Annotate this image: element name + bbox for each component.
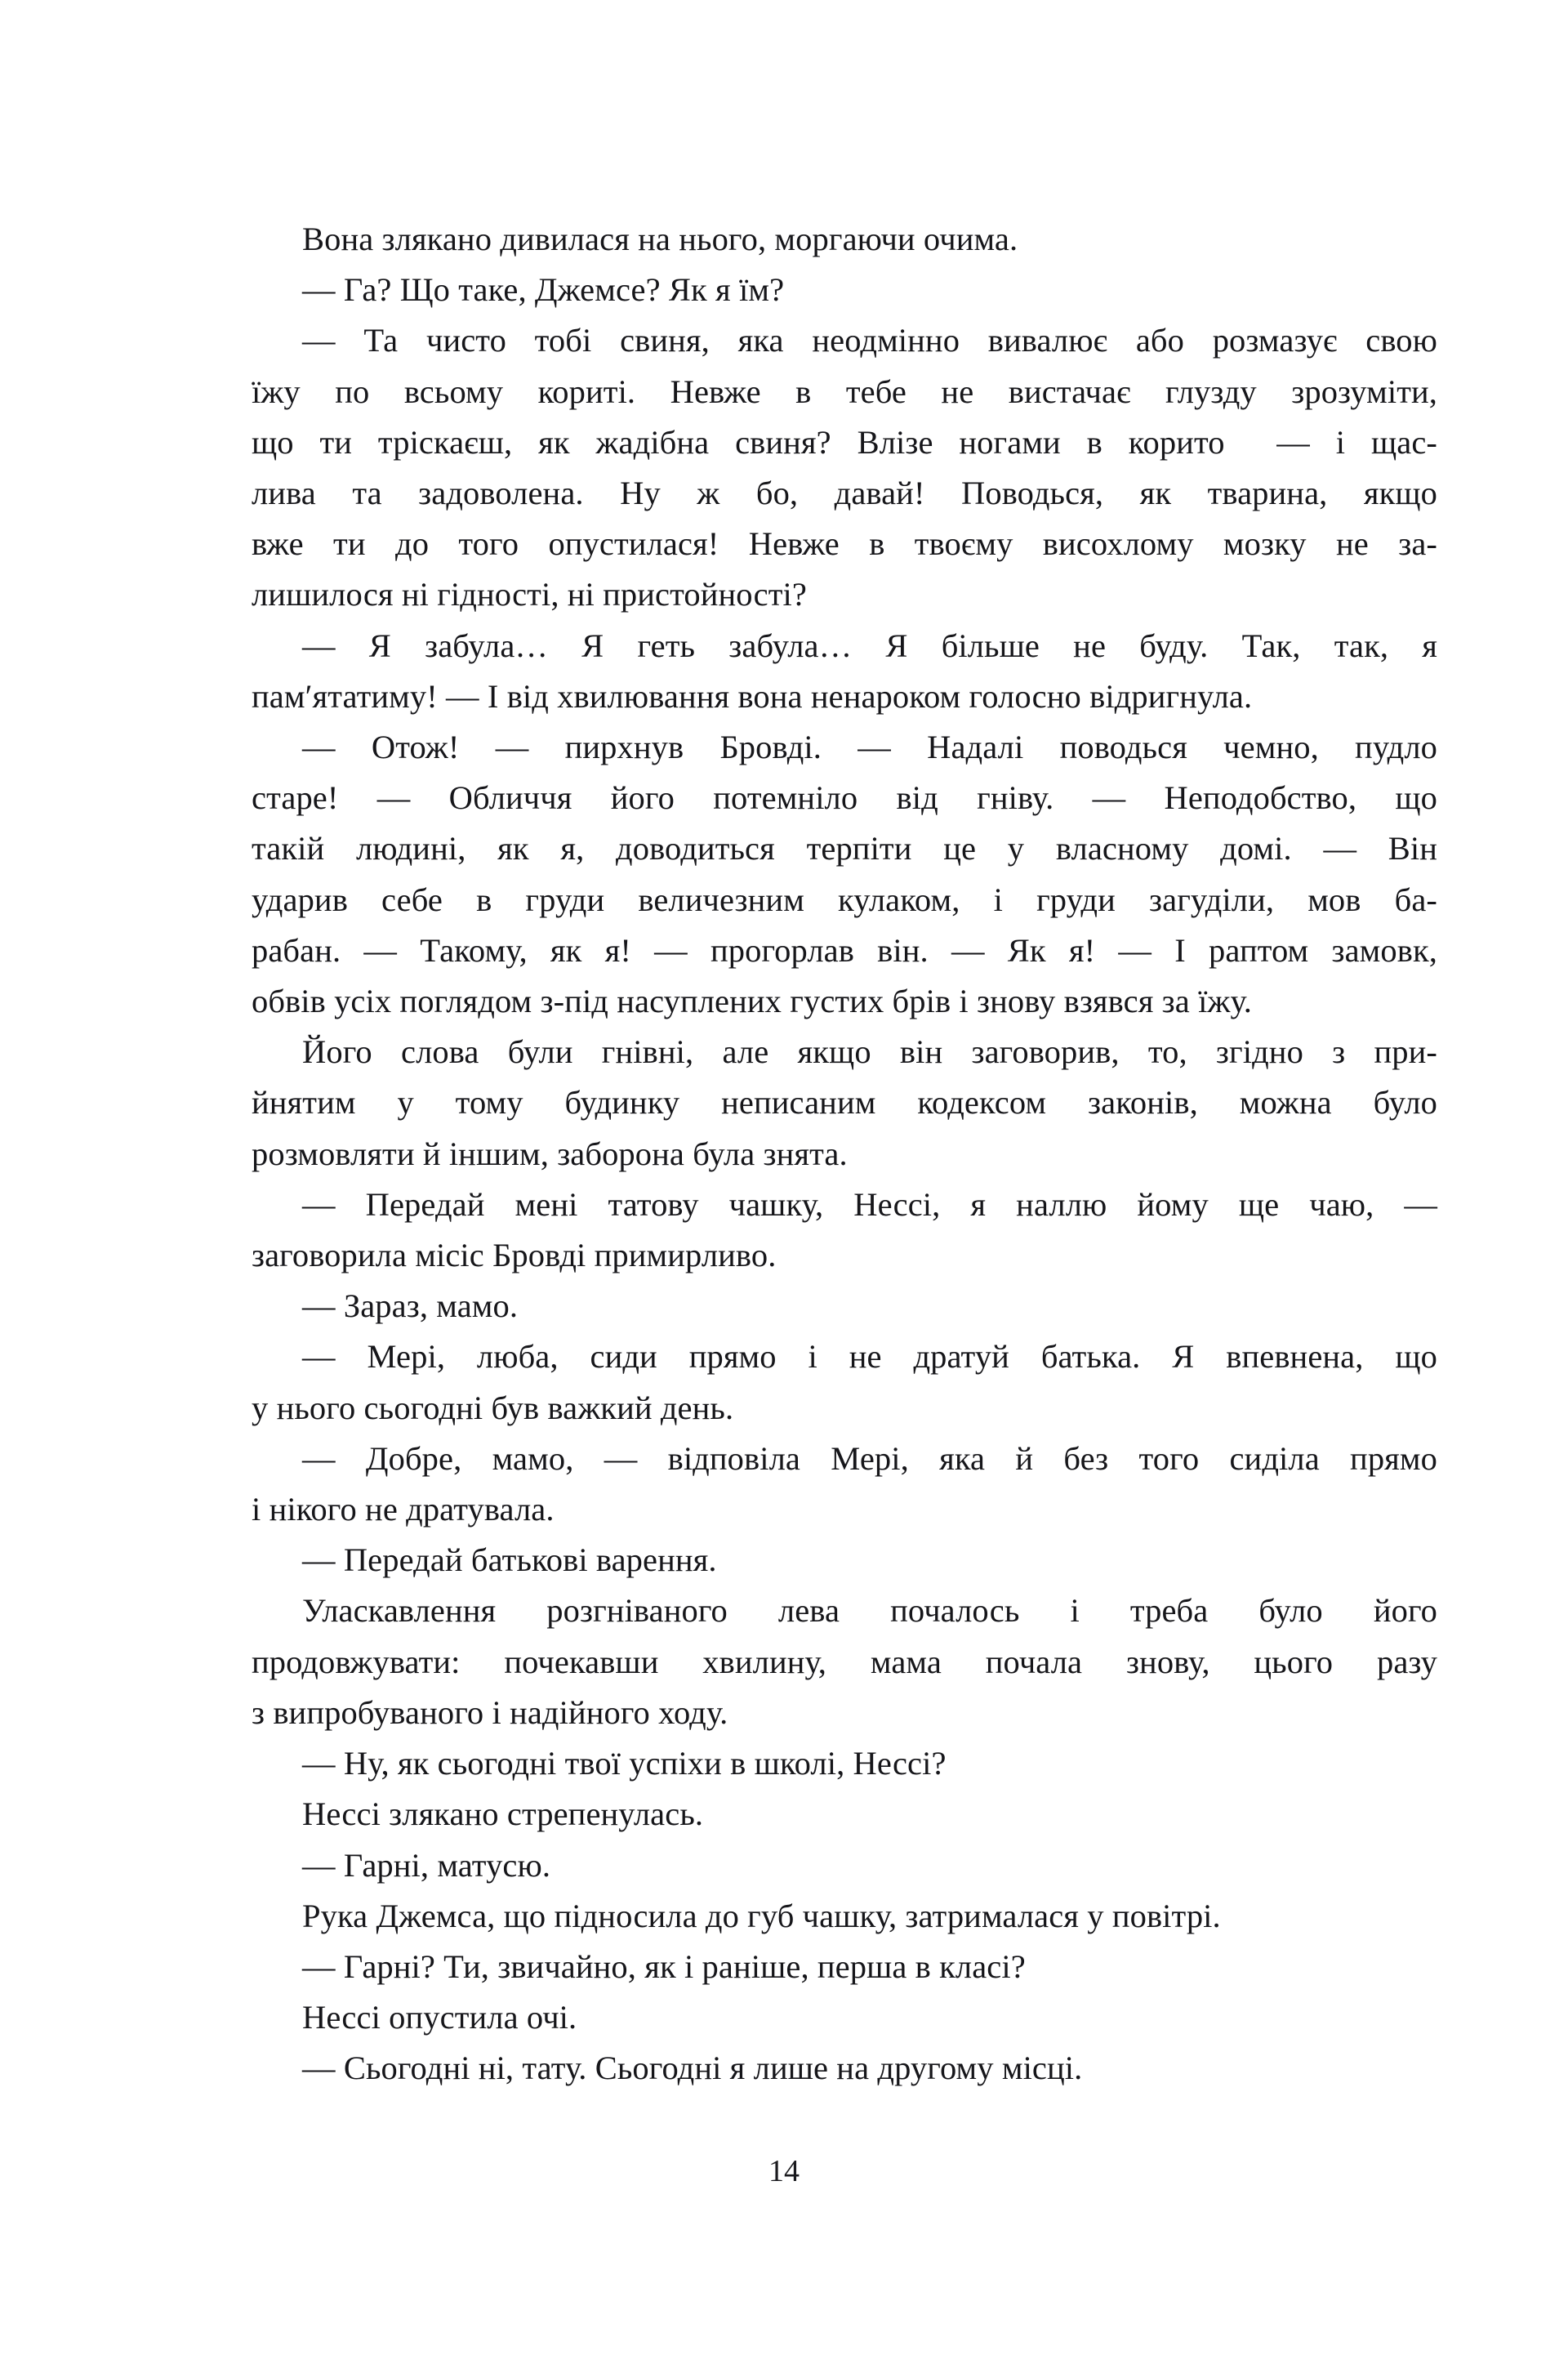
text-line <box>252 621 1437 671</box>
text-line: заговорила місіс Бровді примирливо. <box>252 1237 777 1274</box>
text-line <box>252 1738 1437 1789</box>
text-line <box>252 1331 1437 1382</box>
text-line: у нього сьогодні був важкий день. <box>252 1389 734 1426</box>
paragraph <box>252 1840 1437 1891</box>
text-line-content: — Передай мені татову чашку, Нессі, я наллю йому ще чаю, — <box>302 1185 1437 1223</box>
paragraph <box>252 1535 1437 1586</box>
paragraph <box>252 1331 1437 1433</box>
text-line: вже ти до того опустилася! Невже в твоєму висохлому мозку не за- <box>252 525 1437 563</box>
text-line-content: — Га? Що таке, Джемсе? Як я їм? <box>302 271 785 309</box>
paragraph <box>252 1180 1437 1281</box>
text-line <box>252 1027 1437 1077</box>
text-line <box>252 2043 1437 2094</box>
text-line: такій людині, як я, доводиться терпіти це у власному домі. — Він <box>252 830 1437 868</box>
text-line: обвів усіх поглядом з-під насуплених густих брів і знову взявся за їжу. <box>252 983 1253 1020</box>
text-line <box>252 1789 1437 1840</box>
text-line <box>252 315 1437 366</box>
text-line: продовжувати: почекавши хвилину, мама почала знову, цього разу <box>252 1643 1437 1680</box>
text-line: рабан. — Такому, як я! — прогорлав він. — Як я! — І раптом замовк, <box>252 931 1437 969</box>
text-line-content: — Отож! — пирхнув Бровді. — Надалі поводься чемно, пудло <box>302 729 1437 766</box>
paragraph <box>252 1992 1437 2043</box>
paragraph <box>252 1891 1437 1942</box>
text-line <box>252 1891 1437 1942</box>
text-line <box>252 1535 1437 1586</box>
text-line <box>252 1942 1437 1992</box>
text-line: памʹятатиму! — І від хвилювання вона ненароком голосно відригнула. <box>252 677 1253 715</box>
text-line: їжу по всьому кориті. Невже в тебе не вистачає глузду зрозуміти, <box>252 372 1437 410</box>
text-line <box>252 1586 1437 1636</box>
text-line-content: Рука Джемса, що підносила до губ чашку, затрималася у повітрі. <box>302 1897 1221 1934</box>
text-line-content: — Гарні, матусю. <box>302 1846 551 1884</box>
text-line: лишилося ні гідності, ні пристойності? <box>252 576 807 613</box>
text-line <box>252 265 1437 315</box>
text-line-content: — Я забула… Я геть забула… Я більше не буду. Так, так, я <box>302 627 1437 664</box>
text-line <box>252 1992 1437 2043</box>
paragraph <box>252 1942 1437 1992</box>
paragraph <box>252 722 1437 1027</box>
paragraph <box>252 1434 1437 1535</box>
text-line-content: Уласкавлення розгніваного лева почалось і треба було його <box>302 1592 1437 1630</box>
text-line-content: — Мері, люба, сиди прямо і не дратуй батька. Я впевнена, що <box>302 1338 1437 1376</box>
paragraph <box>252 214 1437 265</box>
paragraph <box>252 1281 1437 1331</box>
paragraph <box>252 621 1437 722</box>
text-line <box>252 722 1437 773</box>
text-line-content: Нессі опустила очі. <box>302 1999 577 2036</box>
text-line-content: — Та чисто тобі свиня, яка неодмінно вивалює або розмазує свою <box>302 322 1437 359</box>
text-line-content: — Ну, як сьогодні твої успіхи в школі, Нессі? <box>302 1745 947 1782</box>
text-line <box>252 1840 1437 1891</box>
text-line: старе! — Обличчя його потемніло від гніву. — Неподобство, що <box>252 779 1437 817</box>
text-line: лива та задоволена. Ну ж бо, давай! Поводься, як тварина, якщо <box>252 475 1437 512</box>
text-line-content: — Сьогодні ні, тату. Сьогодні я лише на другому місці. <box>302 2049 1083 2087</box>
text-line-content: — Гарні? Ти, звичайно, як і раніше, перша в класі? <box>302 1947 1026 1985</box>
text-line: що ти тріскаєш, як жадібна свиня? Влізе ногами в корито — і щас- <box>252 423 1437 461</box>
paragraph <box>252 1738 1437 1789</box>
paragraph <box>252 265 1437 315</box>
paragraph <box>252 1027 1437 1180</box>
text-line <box>252 214 1437 265</box>
paragraph <box>252 315 1437 620</box>
body-text-block <box>252 214 1437 2094</box>
text-line: йнятим у тому будинку неписаним кодексом законів, можна було <box>252 1084 1437 1122</box>
text-line <box>252 1434 1437 1484</box>
text-line-content: Вона злякано дивилася на нього, моргаючи очима. <box>302 221 1018 257</box>
text-line-content: — Зараз, мамо. <box>302 1287 519 1325</box>
text-line: і нікого не дратувала. <box>252 1491 555 1528</box>
page-number: 14 <box>768 2154 800 2188</box>
text-line <box>252 1281 1437 1331</box>
text-line-content: Нессі злякано стрепенулась. <box>302 1795 704 1833</box>
text-line: ударив себе в груди величезним кулаком, і груди загуділи, мов ба- <box>252 881 1437 918</box>
text-line-content: — Передай батькові варення. <box>302 1541 717 1579</box>
paragraph <box>252 2043 1437 2094</box>
text-line <box>252 1180 1437 1230</box>
paragraph <box>252 1789 1437 1840</box>
text-line-content: Його слова були гнівні, але якщо він заговорив, то, згідно з при- <box>302 1033 1437 1071</box>
text-line: розмовляти й іншим, заборона була знята. <box>252 1135 848 1172</box>
text-line-content: — Добре, мамо, — відповіла Мері, яка й без того сиділа прямо <box>302 1439 1437 1477</box>
paragraph <box>252 1586 1437 1738</box>
text-line: з випробуваного і надійного ходу. <box>252 1693 728 1731</box>
